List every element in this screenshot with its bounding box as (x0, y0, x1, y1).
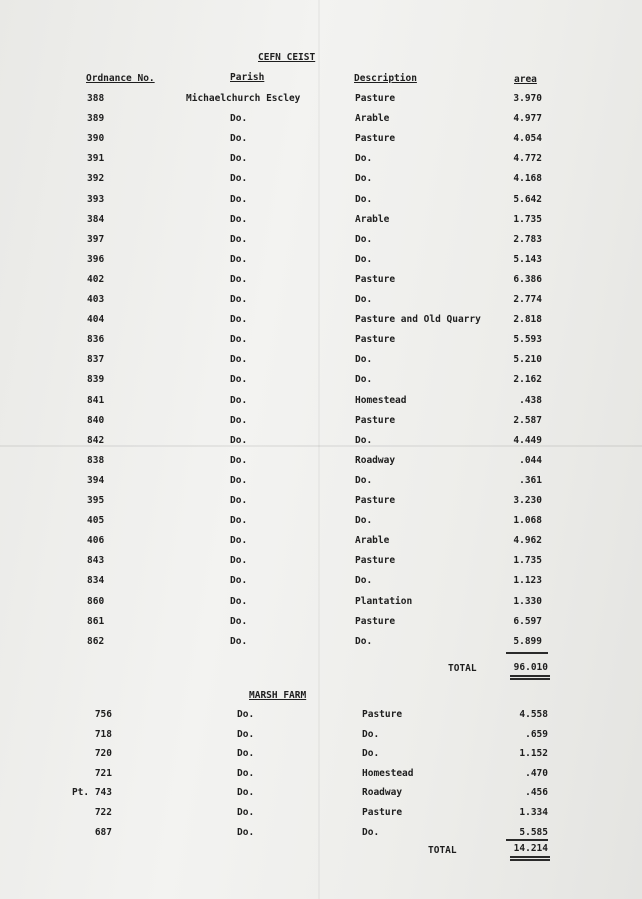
parish-cell: Do. (237, 728, 255, 740)
area-cell: 1.068 (513, 515, 542, 527)
description-cell: Pasture (355, 93, 396, 104)
description-cell: Plantation (355, 595, 413, 607)
description-cell: Roadway (362, 787, 403, 799)
description-cell: Pasture (362, 807, 403, 818)
area-cell: 1.330 (513, 595, 542, 607)
description-cell: Pasture (355, 555, 396, 567)
description-cell: Do. (355, 575, 373, 587)
description-cell: Do. (355, 153, 373, 165)
area-cell: .438 (519, 394, 542, 406)
parish-cell: Do. (230, 294, 248, 305)
description-cell: Arable (355, 213, 390, 225)
ordnance-no: 840 (87, 414, 105, 426)
area-cell: .659 (525, 728, 548, 740)
parish-cell: Do. (230, 474, 248, 486)
description-cell: Homestead (355, 394, 407, 406)
description-cell: Arable (355, 113, 390, 125)
area-cell: .470 (525, 767, 548, 779)
description-cell: Pasture (362, 709, 403, 720)
parish-cell: Do. (237, 767, 255, 779)
area-cell: 6.386 (513, 273, 542, 285)
ordnance-no: 861 (87, 615, 105, 627)
parish-cell: Do. (230, 495, 248, 506)
description-cell: Pasture (355, 495, 396, 506)
ordnance-no: 834 (87, 575, 105, 587)
total-label: TOTAL (448, 663, 477, 674)
description-cell: Arable (355, 535, 390, 547)
area-cell: 2.783 (513, 233, 542, 245)
ordnance-no: 720 (94, 748, 112, 760)
ordnance-no: Pt. 743 (71, 787, 112, 799)
ordnance-no: 838 (87, 454, 105, 466)
description-cell: Do. (355, 474, 373, 486)
subtotal-rule (506, 652, 548, 654)
area-cell: 5.143 (513, 253, 542, 265)
ordnance-no: 756 (94, 709, 112, 720)
description-cell: Pasture and Old Quarry (355, 314, 481, 326)
parish-cell: Do. (237, 748, 255, 760)
parish-cell: Do. (237, 787, 255, 799)
area-cell: 2.587 (513, 414, 542, 426)
description-cell: Do. (355, 294, 373, 305)
parish-cell: Do. (237, 807, 255, 818)
description-cell: Do. (355, 193, 373, 205)
ordnance-no: 721 (94, 767, 112, 779)
ordnance-no: 862 (87, 635, 105, 647)
ordnance-no: 388 (87, 93, 105, 104)
subtotal-rule-2 (506, 839, 548, 841)
parish-cell: Do. (230, 133, 248, 145)
ordnance-no: 389 (87, 113, 105, 125)
area-cell: 5.585 (519, 826, 548, 838)
ordnance-no: 843 (87, 555, 105, 567)
parish-cell: Do. (230, 193, 248, 205)
description-cell: Pasture (355, 615, 396, 627)
total-double-rule-top (510, 675, 550, 677)
ordnance-no: 394 (87, 474, 105, 486)
description-cell: Do. (355, 233, 373, 245)
area-cell: 2.818 (513, 314, 542, 326)
description-cell: Homestead (362, 767, 414, 779)
parish-cell: Do. (230, 233, 248, 245)
section-title-marsh-farm: MARSH FARM (249, 690, 307, 701)
parish-cell: Do. (230, 595, 248, 607)
ordnance-no: 393 (87, 193, 105, 205)
area-cell: .044 (519, 454, 542, 466)
area-cell: 1.735 (513, 555, 542, 567)
area-cell: 6.597 (513, 615, 542, 627)
section-title-cefn-ceist: CEFN CEIST (258, 52, 316, 63)
parish-cell: Do. (230, 635, 248, 647)
total-value-2: 14.214 (513, 843, 548, 854)
area-cell: .361 (519, 474, 542, 486)
area-cell: 4.054 (513, 133, 542, 145)
area-cell: 4.558 (519, 709, 548, 720)
ordnance-no: 722 (94, 807, 112, 818)
header-area: area (514, 74, 537, 85)
parish-cell: Do. (230, 414, 248, 426)
ordnance-no: 718 (94, 728, 112, 740)
area-cell: 4.772 (513, 153, 542, 165)
total-double-rule-bottom (510, 678, 550, 680)
area-cell: 2.162 (513, 374, 542, 386)
description-cell: Pasture (355, 133, 396, 145)
parish-cell: Do. (230, 213, 248, 225)
area-cell: 2.774 (513, 294, 542, 305)
ordnance-no: 842 (87, 434, 105, 446)
description-cell: Do. (362, 748, 380, 760)
parish-cell: Do. (237, 709, 255, 720)
area-cell: 3.970 (513, 93, 542, 104)
area-cell: 1.735 (513, 213, 542, 225)
ordnance-no: 392 (87, 173, 105, 185)
parish-cell: Do. (230, 334, 248, 346)
description-cell: Pasture (355, 414, 396, 426)
parish-cell: Do. (230, 434, 248, 446)
description-cell: Do. (355, 253, 373, 265)
description-cell: Do. (355, 635, 373, 647)
description-cell: Pasture (355, 334, 396, 346)
description-cell: Roadway (355, 454, 396, 466)
ordnance-no: 404 (87, 314, 105, 326)
ordnance-no: 384 (87, 213, 105, 225)
area-cell: 1.123 (513, 575, 542, 587)
area-cell: 3.230 (513, 495, 542, 506)
ordnance-no: 837 (87, 354, 105, 366)
description-cell: Pasture (355, 273, 396, 285)
parish-cell: Do. (237, 826, 255, 838)
area-cell: 5.593 (513, 334, 542, 346)
ordnance-no: 402 (87, 273, 105, 285)
ordnance-no: 397 (87, 233, 105, 245)
area-cell: 4.449 (513, 434, 542, 446)
header-ordnance-no: Ordnance No. (86, 73, 155, 84)
area-cell: .456 (525, 787, 548, 799)
description-cell: Do. (362, 826, 380, 838)
area-cell: 5.642 (513, 193, 542, 205)
total-label-2: TOTAL (428, 845, 457, 856)
description-cell: Do. (355, 434, 373, 446)
parish-cell: Do. (230, 575, 248, 587)
description-cell: Do. (355, 354, 373, 366)
parish-cell: Do. (230, 354, 248, 366)
ordnance-no: 860 (87, 595, 105, 607)
parish-cell: Do. (230, 314, 248, 326)
parish-cell: Do. (230, 394, 248, 406)
parish-cell: Do. (230, 173, 248, 185)
parish-cell: Do. (230, 555, 248, 567)
area-cell: 5.899 (513, 635, 542, 647)
area-cell: 4.168 (513, 173, 542, 185)
area-cell: 1.334 (519, 807, 548, 818)
parish-cell: Do. (230, 535, 248, 547)
parish-cell: Do. (230, 113, 248, 125)
parish-cell: Do. (230, 253, 248, 265)
parish-cell: Do. (230, 515, 248, 527)
parish-cell: Do. (230, 273, 248, 285)
paper-fold-vertical (318, 0, 320, 899)
area-cell: 1.152 (519, 748, 548, 760)
area-cell: 4.977 (513, 113, 542, 125)
ordnance-no: 406 (87, 535, 105, 547)
ordnance-no: 687 (94, 826, 112, 838)
header-description: Description (354, 73, 417, 84)
parish-cell: Do. (230, 153, 248, 165)
ordnance-no: 403 (87, 294, 105, 305)
ordnance-no: 841 (87, 394, 105, 406)
area-cell: 5.210 (513, 354, 542, 366)
parish-cell: Michaelchurch Escley (186, 93, 301, 104)
description-cell: Do. (355, 374, 373, 386)
ordnance-no: 396 (87, 253, 105, 265)
description-cell: Do. (355, 173, 373, 185)
parish-cell: Do. (230, 615, 248, 627)
ordnance-no: 836 (87, 334, 105, 346)
ordnance-no: 390 (87, 133, 105, 145)
description-cell: Do. (355, 515, 373, 527)
description-cell: Do. (362, 728, 380, 740)
parish-cell: Do. (230, 454, 248, 466)
header-parish: Parish (230, 72, 265, 83)
parish-cell: Do. (230, 374, 248, 386)
ordnance-no: 395 (87, 495, 105, 506)
ordnance-no: 839 (87, 374, 105, 386)
total-value: 96.010 (513, 662, 548, 673)
area-cell: 4.962 (513, 535, 542, 547)
total-double-rule-bottom-2 (510, 859, 550, 861)
total-double-rule-top-2 (510, 856, 550, 858)
ordnance-no: 405 (87, 515, 105, 527)
ordnance-no: 391 (87, 153, 105, 165)
